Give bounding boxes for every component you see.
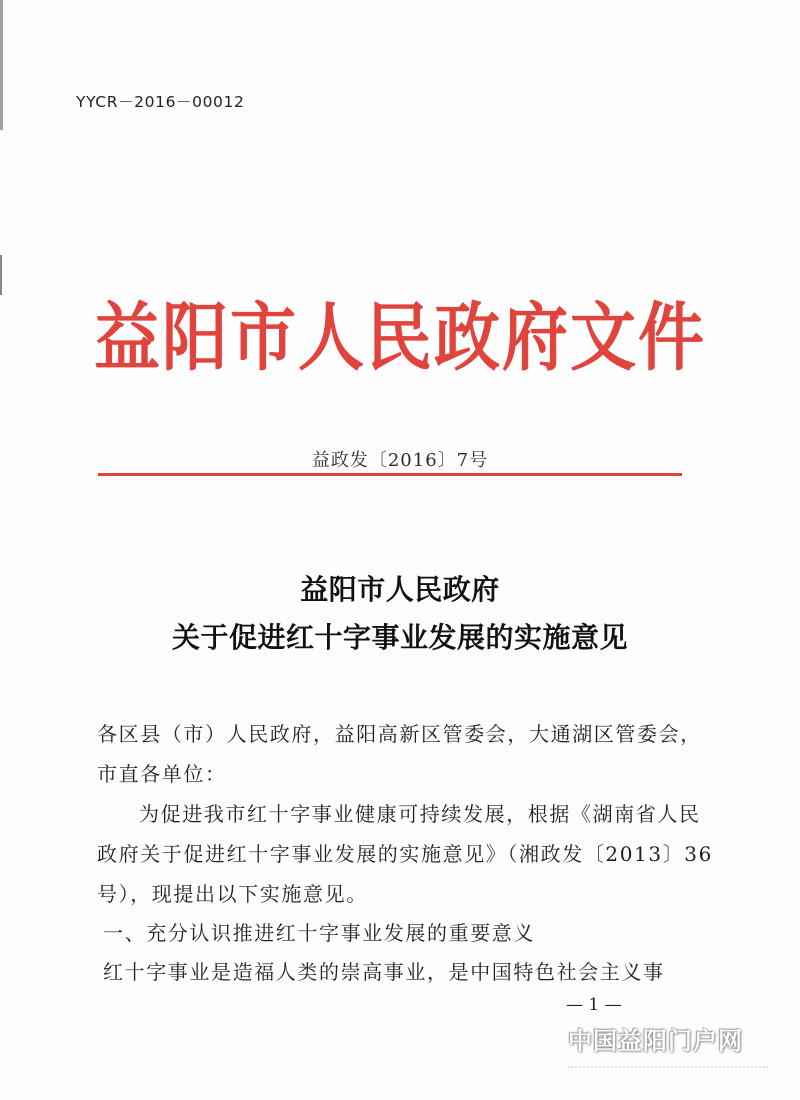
masthead-title: 益阳市人民政府文件 — [94, 293, 706, 382]
scan-edge-mark — [0, 0, 3, 130]
document-title-issuer: 益阳市人民政府 — [300, 573, 500, 606]
body-line-paragraph: 政府关于促进红十字事业发展的实施意见》（湘政发〔2013〕36 — [97, 842, 713, 866]
body-line-addressees: 各区县（市）人民政府，益阳高新区管委会，大通湖区管委会， — [97, 722, 702, 746]
body-line-paragraph: 红十字事业是造福人类的崇高事业，是中国特色社会主义事 — [103, 960, 665, 984]
body-line-paragraph: 号），现提出以下实施意见。 — [97, 882, 368, 906]
site-watermark: 中国益阳门户网 — [568, 1027, 743, 1055]
watermark-underline — [568, 1056, 768, 1068]
document-number: 益政发〔2016〕7号 — [311, 450, 489, 471]
section-heading: 一、充分认识推进红十字事业发展的重要意义 — [103, 921, 535, 945]
document-code: YYCR－2016－00012 — [76, 93, 245, 111]
page-number: — 1 — — [566, 995, 622, 1015]
body-line-addressees-cont: 市直各单位： — [97, 762, 227, 786]
body-line-paragraph: 为促进我市红十字事业健康可持续发展，根据《湖南省人民 — [139, 802, 701, 826]
document-title-subject: 关于促进红十字事业发展的实施意见 — [171, 621, 628, 654]
masthead-divider — [98, 473, 682, 476]
